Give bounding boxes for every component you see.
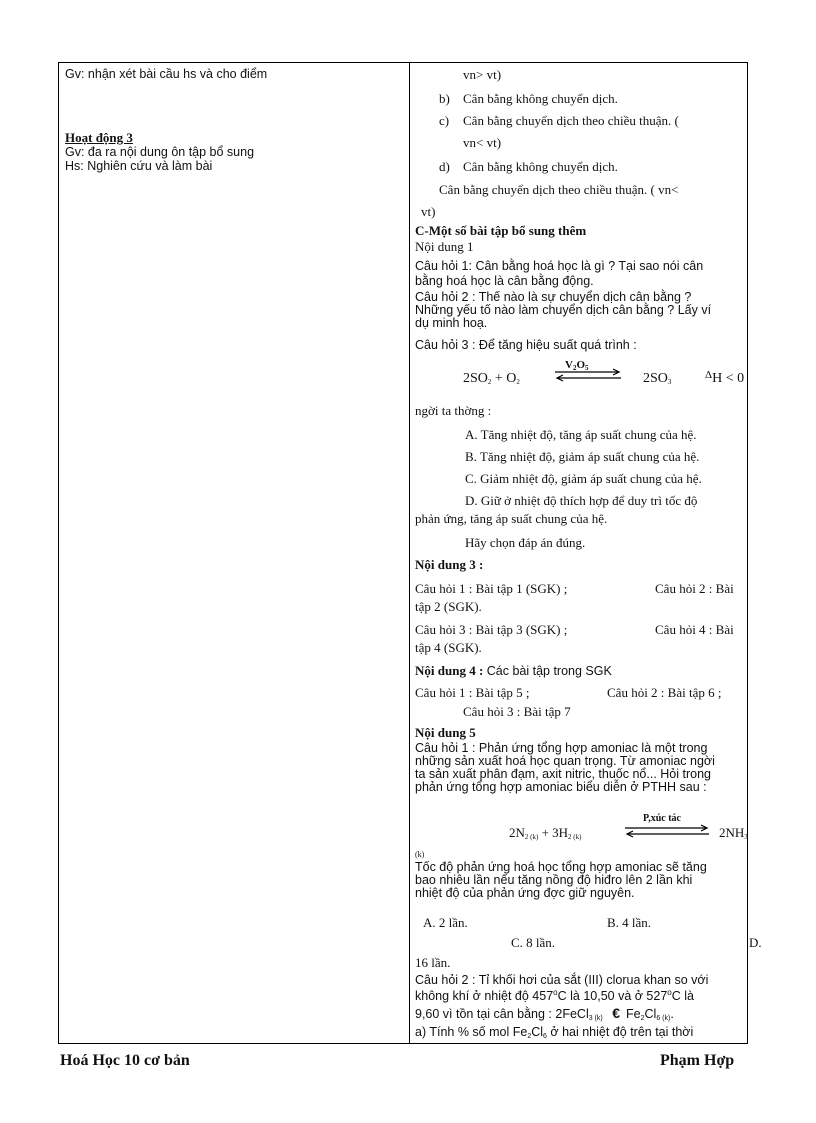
- hs-line: Hs: Nghiên cứu và làm bài: [65, 159, 213, 173]
- question-2-part-a: a) Tính % số mol $Fe_2Cl_6$ ở hai nhiệt độ trên tại thời: [415, 1025, 694, 1040]
- rate-answer-d: D.: [749, 935, 762, 950]
- answer-a: A. Tăng nhiệt độ, tăng áp suất chung của hệ.: [465, 427, 697, 442]
- footer-title: Hoá Học 10 cơ bản: [60, 1052, 190, 1069]
- answer-c: C. Giảm nhiệt độ, giảm áp suất chung của hệ.: [465, 471, 702, 486]
- equation-nh3: $2N_{2 (k)} + 3H_{2 (k)}$: [509, 825, 582, 841]
- question-2-density: Câu hỏi 2 : Tỉ khối hơi của sắt (III) clorua khan so với: [415, 973, 709, 987]
- product-so3: $2SO_3$: [643, 371, 672, 386]
- footer-author: Phạm Hợp: [660, 1052, 735, 1069]
- column-divider: [409, 63, 410, 1043]
- content-3-q4: Câu hỏi 4 : Bài: [655, 622, 734, 637]
- content-3-q4-cont: tập 4 (SGK).: [415, 640, 482, 655]
- left-column: [65, 67, 400, 173]
- answer-b: B. Tăng nhiệt độ, giảm áp suất chung của hệ.: [465, 449, 700, 464]
- content-3-q3: Câu hỏi 3 : Bài tập 3 (SGK) ;: [415, 622, 568, 637]
- rate-question: Tốc độ phản ứng hoá học tổng hợp amoniac sẽ tăng bao nhiêu lần nếu tăng nồng độ hiđro lên 2 lần khi nhiệt độ của phản ứng đợc giữ nguyên.: [415, 860, 707, 900]
- rate-answer-d-cont: 16 lần.: [415, 955, 451, 970]
- content-1-label: Nội dung 1: [415, 239, 474, 254]
- content-4-q1: Câu hỏi 1 : Bài tập 5 ;: [415, 685, 530, 700]
- content-4-line: Nội dung 4 : Các bài tập trong SGK: [415, 663, 612, 678]
- state-k: (k): [415, 850, 425, 859]
- table-frame: [58, 62, 762, 1044]
- content-3-q1: Câu hỏi 1 : Bài tập 1 (SGK) ;: [415, 581, 568, 596]
- option-c-cont: vn< vt): [463, 135, 502, 150]
- question-3: Câu hỏi 3 : Để tăng hiệu suất quá trình :: [415, 338, 637, 352]
- catalyst-label: P,xúc tác: [643, 813, 681, 824]
- shift-line-cont: vt): [421, 204, 436, 219]
- enthalpy-condition: $^\Delta$H < 0: [705, 369, 745, 386]
- answer-d: D. Giữ ở nhiệt độ thích hợp để duy trì tốc độ: [465, 493, 698, 508]
- option-b-letter: b): [439, 91, 450, 106]
- activity-title: Hoạt động 3: [65, 130, 133, 145]
- gv-line: Gv: đa ra nội dung ôn tập bổ sung: [65, 145, 255, 159]
- product-nh3: $2NH_3$: [719, 825, 748, 841]
- content-5-label: Nội dung 5: [415, 725, 476, 740]
- option-d: Cân bằng không chuyển dịch.: [463, 159, 618, 174]
- section-c-title: C-Một số bài tập bổ sung thêm: [415, 223, 587, 238]
- question-1: Câu hỏi 1: Cân bằng hoá học là gì ? Tại sao nói cân bằng hoá học là cân bằng động.: [415, 259, 704, 288]
- answer-d-cont: phản ứng, tăng áp suất chung của hệ.: [415, 511, 608, 526]
- option-d-letter: d): [439, 159, 450, 174]
- option-c: Cân bằng chuyển dịch theo chiều thuận. (: [463, 113, 679, 128]
- content-4-q3: Câu hỏi 3 : Bài tập 7: [463, 704, 571, 719]
- choose-answer: Hãy chọn đáp án đúng.: [465, 535, 586, 550]
- rate-answer-a: A. 2 lần.: [423, 915, 468, 930]
- shift-line: Cân bằng chuyển dịch theo chiều thuận. ( vn<: [439, 182, 679, 197]
- content-3-q2: Câu hỏi 2 : Bài: [655, 581, 734, 596]
- cont-line: vn> vt): [463, 67, 502, 82]
- option-c-letter: c): [439, 113, 450, 128]
- question-2-equilibrium: 9,60 vì tồn tại cân bằng : 2FeCl$_{3 (k)}$ € $Fe_2Cl_{6 (k)}$.: [415, 1005, 674, 1022]
- question-2-density-b: không khí ở nhiệt độ 457$^o$C là 10,50 và ở 527$^o$C là: [415, 988, 694, 1004]
- gv-comment: Gv: nhận xét bài cầu hs và cho điểm: [65, 67, 268, 81]
- people-usually: ngời ta thờng :: [415, 403, 492, 418]
- content-3-q2-cont: tập 2 (SGK).: [415, 599, 482, 614]
- question-2: Câu hỏi 2 : Thế nào là sự chuyển dịch cân bằng ? Những yếu tố nào làm chuyển dịch cân bằng ? Lấy ví dụ minh hoạ.: [415, 290, 712, 330]
- equation-so2: $2SO_2 + O_2$: [463, 371, 520, 386]
- equilibrium-arrow-icon: [555, 368, 621, 382]
- option-b: Cân bằng không chuyển dịch.: [463, 91, 618, 106]
- rate-answer-b: B. 4 lần.: [607, 915, 652, 930]
- catalyst-v2o5: $V_2O_5$: [565, 359, 589, 372]
- content-5-q1: Câu hỏi 1 : Phản ứng tổng hợp amoniac là một trong những sản xuất hoá học quan trọng. Từ amoniac ngời ta sản xuất phân đạm, axit nitric, thuốc nổ... Hỏi trong phản ứng tổng hợp amoniac biểu diễn ở PTHH sau :: [415, 741, 715, 794]
- rate-answer-c: C. 8 lần.: [511, 935, 556, 950]
- equilibrium-arrow-icon: [625, 824, 709, 838]
- content-3-label: Nội dung 3 :: [415, 557, 484, 572]
- content-4-q2: Câu hỏi 2 : Bài tập 6 ;: [607, 685, 722, 700]
